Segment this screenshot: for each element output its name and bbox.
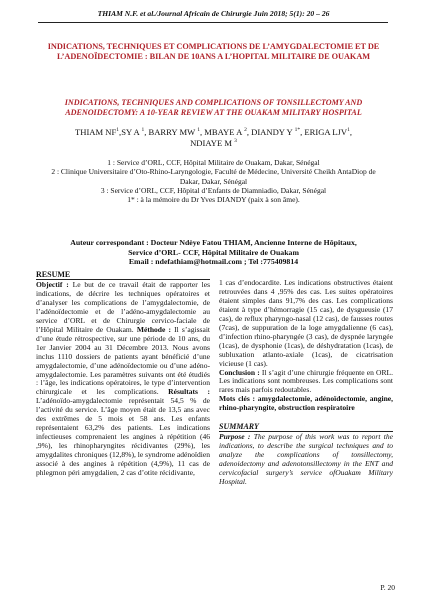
author: SY A $^1$ [121,127,145,137]
corresponding-author-line: Auteur correspondant : Docteur Ndèye Fatou THIAM, Ancienne Interne de Hôpitaux, [70,238,357,247]
author: DIANDY Y $^{1*}$ [251,127,301,137]
running-head: THIAM N.F. et al./Journal Africain de Chirurgie Juin 2018; 5(1): 20 – 26 [97,9,330,18]
corresponding-author-service: Service d’ORL- CCF, Hôpital Militaire de Ouakam [128,247,299,257]
corresponding-author-contact: Email : ndefathiam@hotmail.com ; Tel :775409814 [128,257,299,267]
keywords-label: Mots clés : [219,394,256,404]
conclusion-label: Conclusion : [219,367,260,377]
abstract-body-left [36,281,210,478]
abstract-body-right: 1 cas d’endocardite. Les indications obstructives étaient retrouvées dans 4 ,95% des cas. Les suites opératoires étaient simples dans 91,7% des cas. Les complications étaient à type d’hémorragie (15 cas), de dysgueusie (17 cas), de reflux pharyngo-nasal (12 cas), de fausses routes (7cas), de suppuration de la loge amygdalienne (6 cas), d’infection rhino-pharyngée (3 cas), de dyspnée laryngée (1cas), de dysphonie (1cas), de déshydratation (1cas), de subluxation atlanto-axiale (1cas), de cicatrisation vicieuse (1 cas). [219,278,393,368]
author: MBAYE A $^2$ [204,127,247,137]
affiliations [40,158,387,204]
header-rule [38,22,388,23]
summary-heading: SUMMARY [219,422,393,432]
author: THIAM $NF^1$ [74,127,120,137]
keywords-paragraph [219,395,393,413]
resultats-text: L’adénoïdo-amygdalectomie représentait 54,5 % de l’activité du service. L’âge moyen était de 13,5 ans avec des extrêmes de 5 mois et 58 ans. Les enfants représentaient 63,2% des patients. Les indications infectieuses comprenaient les angines à répétition (46 ,9%), les rhinopharyngites récidivantes (29%), les amygdalites chroniques (12,8%), le syndrome adénoïdien associé à des angines à répétition (4,9%), 11 cas de phlegmon péri amygdalien, 2 cas d’otite récidivante, [36,396,210,478]
keywords-text: amygdalectomie, adénoïdectomie, angine, rhino-pharyngite, obstruction respiratoire [219,394,393,413]
resume-heading: RESUME [36,270,210,280]
title-english: INDICATIONS, TECHNIQUES AND COMPLICATIONS OF TONSILLECTOMY AND ADENOIDECTOMY: A 10-YEAR REVIEW AT THE OUAKAM MILITARY HOSPITAL [64,98,363,118]
affiliation: 1 : Service d’ORL, CCF, Hôpital Militaire de Ouakam, Dakar, Sénégal [107,158,320,167]
purpose-label: Purpose : [219,432,251,442]
affiliation: 1* : à la mémoire du Dr Yves DIANDY (paix à son âme). [127,195,300,205]
affiliation: 3 : Service d’ORL, CCF, Hôpital d’Enfants de Diamniadio, Dakar, Sénégal [100,185,327,195]
conclusion-paragraph [219,369,393,396]
title-french: INDICATIONS, TECHNIQUES ET COMPLICATIONS DE L’AMYGDALECTOMIE ET DE L’ADENOÏDECTOMIE : BILAN DE 10ANS A L’HOPITAL MILITAIRE DE OUAKAM [47,42,380,62]
author: BARRY MW $^1$ [148,127,200,137]
abstract-right-column [219,279,393,487]
author: NDIAYE M $^3$ [190,137,237,148]
summary-body [219,433,393,487]
corresponding-author [36,238,391,267]
methode-label: Méthode : [136,324,172,334]
resultats-label: Résultats : [168,387,211,397]
objectif-label: Objectif : [36,280,69,289]
methode-text: Il s’agissait d’une étude rétrospective, sur une période de 10 ans, du 1er Janvier 2004 au 31 Décembre 2013. Nous avons inclus 1110 dossiers de patients ayant bénéficié d’une amygdalectomie, d’une adénoïdectomie ou d’une adéno-amygdalectomie. Les paramètres suivants ont été étudiés : l’âge, les indications opératoires, le type d’intervention chirurgicale et les complications. [36,324,211,397]
objectif-text: Le but de ce travail était de rapporter les indications, de décrire les techniques opératoires et d’analyser les complications de l’amygdalectomie, de l’adénoïdectomie et de l’adéno-amygdalectomie au service d’ORL et de Chirurgie cervico-faciale de l’Hôpital Militaire de Ouakam. [36,280,211,334]
page-number: P. 20 [380,583,395,592]
conclusion-text: Il s’agit d’une chirurgie fréquente en ORL. Les indications sont nombreuses. Les complications sont rares mais parfois redoutables. [219,367,394,395]
author: ERIGA LJV$^1$ [304,127,350,137]
author-list: THIAM $NF^1,SY$ A $^1$, BARRY MW $^1$, MBAYE A $^2$, DIANDY Y $^{1*}$, ERIGA LJV$^1$, NDIAYE M $^3$ [74,127,352,148]
abstract-left-column [36,270,210,478]
affiliation: 2 : Clinique Universitaire d’Oto-Rhino-Laryngologie, Faculté de Médecine, Université Cheikh AntaDiop de Dakar, Dakar, Sénégal [51,167,376,186]
purpose-text: The purpose of this work was to report the indications, to describe the surgical techniques and to analyze the complications of tonsillectomy, adenoidectomy and adenotonsillectomy in the ENT and cervicofacial surgery’s service ofOuakam Military Hospital. [219,432,393,487]
